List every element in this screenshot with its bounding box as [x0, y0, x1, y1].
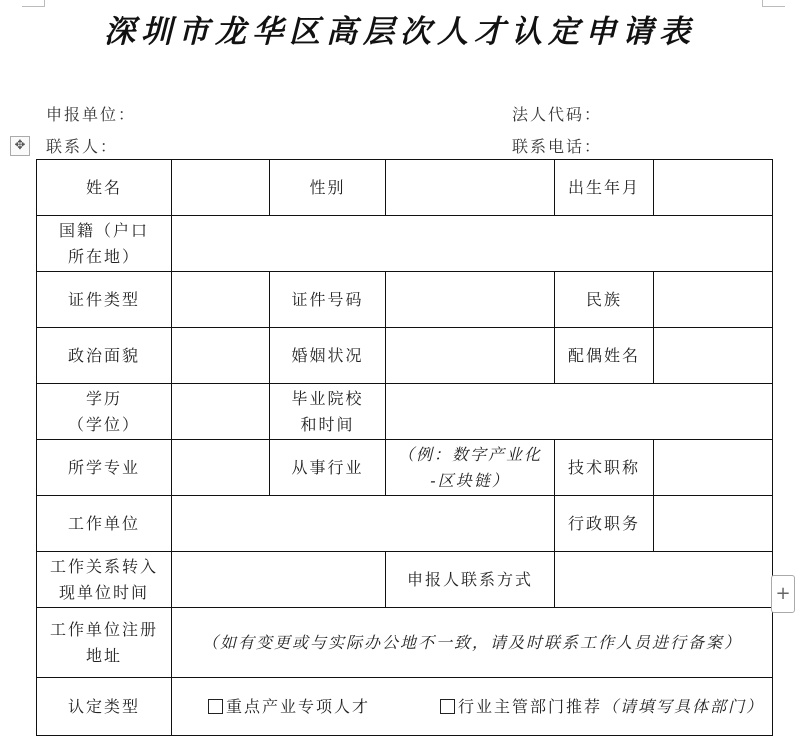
add-row-plus-icon[interactable]: + [771, 575, 795, 613]
table-row [37, 608, 773, 678]
marital-status-value-cell[interactable] [386, 328, 555, 384]
key-industry-option-label: 重点产业专项人才 [226, 696, 371, 716]
spouse-name-value-cell[interactable] [654, 328, 773, 384]
employer-value-cell[interactable] [172, 496, 555, 552]
industry-value-cell[interactable] [386, 440, 555, 496]
id-type-label: 证件类型 [37, 272, 172, 328]
table-row [37, 328, 773, 384]
gender-label: 性别 [270, 160, 386, 216]
table-row [37, 216, 773, 272]
table-row [37, 384, 773, 440]
reg-address-value-cell[interactable]: （如有变更或与实际办公地不一致，请及时联系工作人员进行备案） [172, 608, 773, 678]
reg-address-label [37, 608, 172, 678]
industry-hint-line1: （例：数字产业化 [397, 444, 542, 464]
marital-status-label: 婚姻状况 [270, 328, 386, 384]
school-label [270, 384, 386, 440]
table-row [37, 678, 773, 736]
school-value-cell[interactable] [386, 384, 773, 440]
table-row [37, 552, 773, 608]
table-row [37, 272, 773, 328]
cert-type-label: 认定类型 [37, 678, 172, 736]
education-label-line1: 学历 [85, 388, 122, 408]
name-value-cell[interactable] [172, 160, 270, 216]
political-status-value-cell[interactable] [172, 328, 270, 384]
id-number-label: 证件号码 [270, 272, 386, 328]
birth-label: 出生年月 [555, 160, 654, 216]
transfer-time-label-line1: 工作关系转入 [49, 556, 158, 576]
nationality-value-cell[interactable] [172, 216, 773, 272]
key-industry-option[interactable] [208, 694, 370, 720]
legal-code-label: 法人代码： [512, 105, 603, 124]
birth-value-cell[interactable] [654, 160, 773, 216]
industry-hint-line2: -区块链） [430, 470, 510, 490]
major-value-cell[interactable] [172, 440, 270, 496]
applicant-contact-label: 申报人联系方式 [386, 552, 555, 608]
ethnicity-label: 民族 [555, 272, 654, 328]
political-status-label: 政治面貌 [37, 328, 172, 384]
ethnicity-value-cell[interactable] [654, 272, 773, 328]
name-label: 姓名 [37, 160, 172, 216]
gender-value-cell[interactable] [386, 160, 555, 216]
key-industry-checkbox[interactable] [208, 699, 223, 714]
form-title: 深圳市龙华区高层次人才认定申请表 [104, 14, 696, 50]
school-label-line2: 和时间 [300, 414, 355, 434]
application-form-table [36, 159, 773, 736]
applicant-unit-label: 申报单位： [46, 105, 137, 124]
dept-recommend-note: （请填写具体部门） [601, 696, 764, 716]
industry-label: 从事行业 [270, 440, 386, 496]
education-value-cell[interactable] [172, 384, 270, 440]
dept-recommend-checkbox[interactable] [440, 699, 455, 714]
applicant-contact-value-cell[interactable] [555, 552, 773, 608]
reg-address-label-line1: 工作单位注册 [49, 619, 158, 639]
transfer-time-label-line2: 现单位时间 [58, 582, 149, 602]
id-number-value-cell[interactable] [386, 272, 555, 328]
major-label: 所学专业 [37, 440, 172, 496]
contact-phone-label: 联系电话： [512, 137, 603, 156]
admin-post-value-cell[interactable] [654, 496, 773, 552]
dept-recommend-option-label: 行业主管部门推荐 [457, 696, 602, 716]
transfer-time-label [37, 552, 172, 608]
table-row [37, 160, 773, 216]
cert-type-options-cell [172, 678, 773, 736]
school-label-line1: 毕业院校 [291, 388, 364, 408]
admin-post-label: 行政职务 [555, 496, 654, 552]
table-move-handle-icon[interactable]: ✥ [10, 136, 30, 156]
tech-title-value-cell[interactable] [654, 440, 773, 496]
spouse-name-label: 配偶姓名 [555, 328, 654, 384]
table-row [37, 496, 773, 552]
contact-person-label: 联系人： [46, 137, 119, 156]
dept-recommend-option[interactable] [440, 694, 764, 720]
nationality-label [37, 216, 172, 272]
id-type-value-cell[interactable] [172, 272, 270, 328]
education-label-line2: （学位） [67, 414, 140, 434]
education-label [37, 384, 172, 440]
employer-label: 工作单位 [37, 496, 172, 552]
table-row [37, 440, 773, 496]
nationality-label-line2: 所在地） [67, 246, 140, 266]
transfer-time-value-cell[interactable] [172, 552, 386, 608]
tech-title-label: 技术职称 [555, 440, 654, 496]
reg-address-label-line2: 地址 [85, 645, 122, 665]
nationality-label-line1: 国籍（户口 [58, 220, 149, 240]
